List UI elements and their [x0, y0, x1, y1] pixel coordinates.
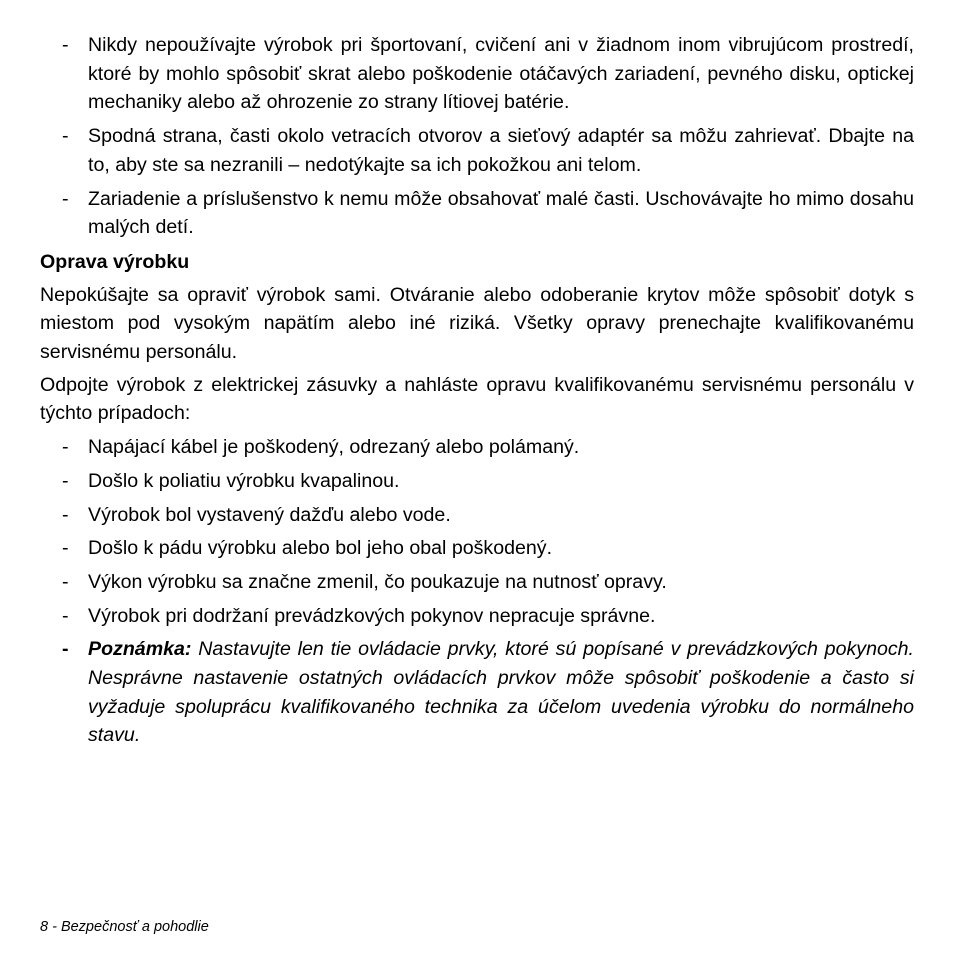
list-item-text: Nikdy nepoužívajte výrobok pri športovaní, cvičení ani v žiadnom inom vibrujúcom prostredí, ktoré by mohlo spôsobiť skrat alebo poškodenie otáčavých zariadení, pevného disku, optickej mechaniky alebo až ohrozenie zo strany lítiovej batérie. — [88, 34, 914, 114]
bullet-dash: - — [62, 503, 69, 526]
list-item — [40, 501, 914, 530]
list-item — [40, 122, 914, 179]
bullet-dash: - — [62, 638, 69, 661]
safety-bullet-list — [40, 31, 914, 242]
page-footer: 8 - Bezpečnosť a pohodlie — [40, 919, 209, 935]
list-item-text: Spodná strana, časti okolo vetracích otvorov a sieťový adaptér sa môžu zahrievať. Dbajte na to, aby ste sa nezranili – nedotýkajte sa ich pokožkou ani telom. — [88, 125, 914, 176]
list-item-text: Výrobok bol vystavený dažďu alebo vode. — [88, 503, 451, 526]
bullet-dash: - — [62, 469, 69, 492]
list-item — [40, 467, 914, 496]
bullet-dash: - — [62, 436, 69, 459]
list-item-text: Došlo k poliatiu výrobku kvapalinou. — [88, 469, 400, 492]
note-item — [40, 635, 914, 750]
section-heading: Oprava výrobku — [40, 250, 190, 273]
disconnect-paragraph: Odpojte výrobok z elektrickej zásuvky a nahláste opravu kvalifikovanému servisnému personálu v týchto prípadoch: — [40, 373, 914, 425]
bullet-dash: - — [62, 34, 69, 56]
document-page — [40, 31, 914, 750]
list-item-text: Výrobok pri dodržaní prevádzkových pokynov nepracuje správne. — [88, 604, 656, 627]
list-item-text: Napájací kábel je poškodený, odrezaný alebo polámaný. — [88, 436, 580, 459]
repair-paragraph: Nepokúšajte sa opraviť výrobok sami. Otváranie alebo odoberanie krytov môže spôsobiť dotyk s miestom pod vysokým napätím alebo iné riziká. Všetky opravy prenechajte kvalifikovanému servisnému personálu. — [40, 283, 914, 364]
note-text: Nastavujte len tie ovládacie prvky, ktoré sú popísané v prevádzkových pokynoch. Nesprávne nastavenie ostatných ovládacích prvkov môže spôsobiť poškodenie a často si vyžaduje spoluprácu kvalifikovaného technika za účelom uvedenia výrobku do normálneho stavu. — [88, 638, 914, 747]
bullet-dash: - — [62, 125, 69, 148]
repair-cases-list — [40, 433, 914, 750]
bullet-dash: - — [62, 187, 69, 210]
list-item — [40, 31, 914, 117]
list-item — [40, 534, 914, 563]
list-item — [40, 433, 914, 462]
bullet-dash: - — [62, 604, 69, 627]
list-item — [40, 568, 914, 597]
note-label: Poznámka: — [88, 638, 192, 661]
bullet-dash: - — [62, 537, 69, 560]
bullet-dash: - — [62, 570, 69, 593]
list-item-text: Zariadenie a príslušenstvo k nemu môže obsahovať malé časti. Uschovávajte ho mimo dosahu malých detí. — [88, 187, 914, 239]
list-item — [40, 602, 914, 631]
list-item — [40, 185, 914, 242]
list-item-text: Výkon výrobku sa značne zmenil, čo poukazuje na nutnosť opravy. — [88, 570, 667, 593]
list-item-text: Došlo k pádu výrobku alebo bol jeho obal poškodený. — [88, 537, 553, 560]
